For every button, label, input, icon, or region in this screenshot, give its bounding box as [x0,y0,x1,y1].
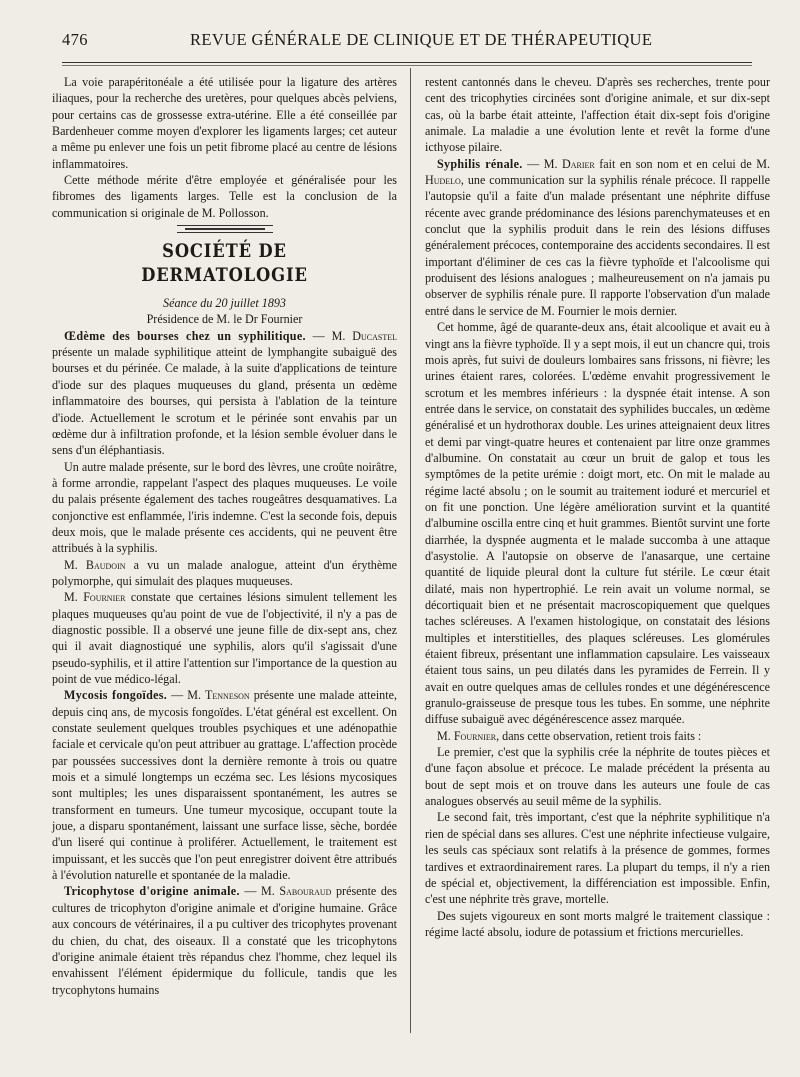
paragraph: Des sujets vigoureux en sont morts malgré le traitement classique : régime lacté absolu, iodure de potassium et frictions mercurielles. [425,908,770,939]
presidency-line: Présidence de M. le Dr Fournier [146,312,303,327]
header-rule-thin [62,65,752,66]
paragraph: Syphilis rénale. — M. Darier fait en son nom et en celui de M. Hudelo, une communication sur la syphilis rénale précoce. Il rappelle l'autopsie qu'il a faite d'un malade présentant une néphrite diffuse récente avec grande prédominance des lésions parenchymateuses et en conclut que la syphilis produit dans le rein des lésions diffuses généralement précoces, contemporaine des accidents secondaires. Il est important d'éliminer de ces cas la fièvre typhoïde et l'alcoolisme qui produisent des lésions analogues ; malheureusement on n'a jamais pu observer de syphilis rénale pure. Il rapporte l'observation d'un malade entré dans le service de M. Fournier le mois dernier. [425,156,770,318]
running-header [62,30,752,56]
author-name: Hudelo [425,173,461,188]
author-name: Fournier [83,590,126,605]
run-in-heading: Tricophytose d'origine animale. [64,884,240,899]
paragraph: restent cantonnés dans le cheveu. D'après ses recherches, trente pour cent des tricophyties circinées sont d'origine animale, et sur dix-sept cas, où la barbe était atteinte, l'affection était dix-sept fois d'origine animale. La maladie a une évolution lente et revêt la forme d'une icthyose pilaire. [425,75,770,155]
paragraph: Mycosis fongoïdes. — M. Tenneson présente une malade atteinte, depuis cinq ans, de mycosis fongoïdes. L'état général est excellent. On constate seulement quelques troubles psychiques et une adénopathie faciale et cervicale qu'on peut attribuer au grattage. L'affection procède par poussées successives dont la dernière remonte à trois ou quatre mois et a simulé longtemps un eczéma sec. Les lésions mycosiques sont multiples; les unes disparaissent spontanément, les autres se transforment en tumeurs. Une tumeur mycosique, occupant toute la joue, a disparu spontanément, laissant une surface lisse, sèche, bordée d'un liseré qui continue à proliférer. Actuellement, le traitement est impuissant, et les succès que l'on peut enregistrer doivent être attribués à l'évolution naturelle et spontanée de la maladie. [52,688,397,883]
author-name: Tenneson [204,688,250,703]
paragraph: Œdème des bourses chez un syphilitique. — M. Ducastel présente un malade syphilitique atteint de lymphangite subaiguë des bourses et du périnée. Ce malade, à la suite d'applications de teinture d'iode sur des plaques muqueuses du gland, présenta un œdème inflammatoire des bourses, qui persista à l'ablation de la teinture d'iode. Actuellement le scrotum et le périnée sont envahis par un œdème dur à infiltration profonde, et la lésion semble évoluer dans le sens d'un éléphantiasis. [52,328,397,458]
column-divider [410,68,411,1033]
paragraph: Le second fait, très important, c'est que la néphrite syphilitique n'a rien de spécial dans ses allures. C'est une néphrite infectieuse vulgaire, les seuls cas spéciaux sont relatifs à la présence de gommes, formes tardives et extraordinairement rares. La plupart du temps, il n'y a rien de spécial et, objectivement, la différenciation est impossible. Enfin, c'est une néphrite très grave, mortelle. [425,810,770,907]
session-date: Séance du 20 juillet 1893 [163,296,286,311]
paragraph: Cet homme, âgé de quarante-deux ans, était alcoolique et avait eu à vingt ans la fièvre typhoïde. Il y a sept mois, il eut un chancre qui, trois mois après, fut suivi de douleurs lombaires sans frissons, ni fièvre; les urines étaient rares, colorées. L'œdème envahit progressivement le scrotum et les membres inférieurs : la dyspnée était intense. A son entrée dans le service, on constatait des syphilides buccales, un œdème généralisé et un hydrothorax double. Les urines atteignaient deux litres et demi par vingt-quatre heures et contenaient par litre onze grammes d'albumine. On constatait au cœur un bruit de galop et tous les symptômes de la petite urémie : doigt mort, etc. On mit le malade au régime lacté absolu ; on le soumit au traitement ioduré et mercuriel et on fit une ponction. Une légère amélioration survint et la quantité d'albumine oscilla entre cinq et huit grammes. Bientôt survint une forte diarrhée, la dyspnée augmenta et le malade succomba à une attaque d'asystolie. A l'autopsie on observe de l'anasarque, une certaine quantité de liquide pleural dont la culture fut stérile. Le cœur était dilaté, mais non hypertrophié. Le rein avait un volume normal, se décortiquait bien et ne présentait macroscopiquement que quelques taches scléreuses. A l'examen histologique, on constatait des lésions multiples et interstitielles, des plaques scléreuses. Les glomérules étaient fibreux, présentant une inflammation capsulaire. Les vaisseaux étaient tous sains, un peu dilatés dans les pyramides de Ferrein. Il y avait en outre quelques amas de cellules rondes et une dégénérescence granulo-graisseuse de presque tous les tubes. En somme, une néphrite diffuse subaiguë avec dégénérescence assez marquée. [425,320,770,727]
paragraph: M. Baudoin a vu un malade analogue, atteint d'un érythème polymorphe, qui simulait des plaques muqueuses. [52,557,397,588]
paragraph: La voie parapéritonéale a été utilisée pour la ligature des artères iliaques, pour la recherche des uretères, pour quelques abcès pelviens, pour certains cas de grossesse extra-utérine. Elle a été conseillée par Bardenheuer comme moyen d'explorer les ligaments larges; cet auteur a même pu enlever une fois un petit fibrome placé au centre de lésions inflammatoires. [52,75,397,171]
paragraph: Tricophytose d'origine animale. — M. Sabouraud présente des cultures de tricophyton d'origine animale et d'origine humaine. Grâce aux concours de vétérinaires, il a pu cultiver des tricophytes provenant du chien, du chat, des oiseaux. Il a constaté que les tricophytons d'origine animale étaient très répandus chez l'homme, chez lequel ils envahissent l'élément épidermique du follicule, tandis que les trycophytons humains [52,884,397,997]
paragraph: Cette méthode mérite d'être employée et généralisée pour les fibromes des ligaments larges. Telle est la conclusion de la communication si originale de M. Pollosson. [52,173,397,220]
header-rule [62,62,752,63]
paragraph: Un autre malade présente, sur le bord des lèvres, une croûte noirâtre, à forme arrondie, rappelant l'aspect des plaques muqueuses. Le voile du palais présente également des taches rougeâtres desquamatives. La conjonctive est enflammée, l'iris indemne. C'est la seconde fois, depuis deux mois, que le malade présente ces accidents, qui ne peuvent être attribués à la syphilis. [52,459,397,556]
section-ornament [52,225,397,233]
run-in-heading: Œdème des bourses chez un syphilitique. [64,328,306,343]
author-name: Darier [562,156,595,171]
author-name: Sabouraud [279,884,332,899]
run-in-heading: Syphilis rénale. [437,156,523,171]
paragraph: M. Fournier, dans cette observation, retient trois faits : [437,728,702,743]
right-column [425,74,770,940]
run-in-heading: Mycosis fongoïdes. [64,688,168,703]
running-title: REVUE GÉNÉRALE DE CLINIQUE ET DE THÉRAPEUTIQUE [190,30,653,49]
author-name: Ducastel [352,328,397,343]
section-title: SOCIÉTÉ DE DERMATOLOGIE [141,240,308,287]
left-column [52,74,397,998]
paragraph: M. Fournier constate que certaines lésions simulent tellement les plaques muqueuses qu'au point de vue de l'objectivité, il n'y a pas de diagnostic possible. Il a observé une jeune fille de dix-sept ans, chez qui il avait diagnostiqué une syphilis, alors qu'il s'agissait d'une pseudo-syphilis, et il attire l'attention sur l'importance de la question au point de vue médico-légal. [52,590,397,686]
page-number: 476 [62,30,88,49]
author-name: Fournier [453,728,497,743]
paragraph: Le premier, c'est que la syphilis crée la néphrite de toutes pièces et d'une façon absolue et précoce. Le malade précédent la présenta au bout de sept mois et on trouve dans les auteurs une foule de cas analogues observés au seuil même de la syphilis. [425,745,770,809]
author-name: Baudoin [85,557,126,572]
